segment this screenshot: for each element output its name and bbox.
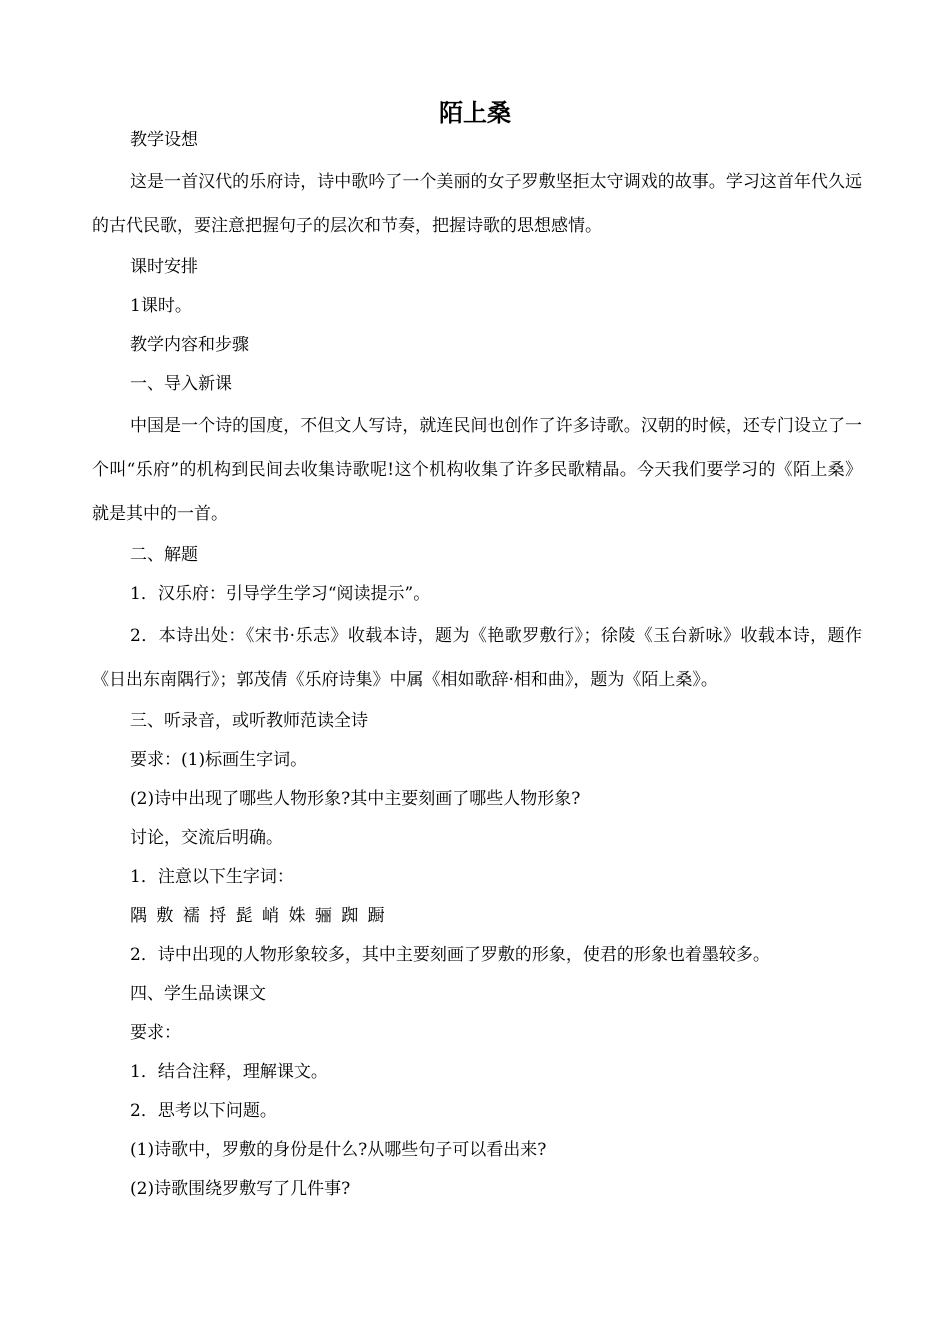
paragraph-requirement-one: 要求：(1)标画生字词。 xyxy=(130,750,308,770)
paragraph-teaching-idea-heading: 教学设想 xyxy=(130,130,198,150)
paragraph-requirement-two: (2)诗中出现了哪些人物形象?其中主要刻画了哪些人物形象? xyxy=(130,789,581,809)
paragraph-section-four: 四、学生品读课文 xyxy=(130,984,266,1004)
document-title: 陌上桑 xyxy=(439,99,511,127)
paragraph-schedule-heading: 课时安排 xyxy=(130,257,198,277)
paragraph-requirement-questions: 2．思考以下问题。 xyxy=(130,1101,277,1121)
paragraph-characters: 2．诗中出现的人物形象较多，其中主要刻画了罗敷的形象，使君的形象也着墨较多。 xyxy=(130,945,770,965)
paragraph-new-words: 隅 敷 襦 捋 髭 峭 姝 骊 踟 蹰 xyxy=(130,906,385,926)
paragraph-poem-source: 2．本诗出处：《宋书·乐志》收载本诗，题为《艳歌罗敷行》；徐陵《玉台新咏》收载本诗，题作《日出东南隅行》；郭茂倩《乐府诗集》中属《相如歌辞·相和曲》，题为《陌上桑》。 xyxy=(92,626,862,690)
paragraph-discussion: 讨论，交流后明确。 xyxy=(130,828,283,848)
paragraph-han-yuefu: 1．汉乐府：引导学生学习“阅读提示”。 xyxy=(130,584,431,604)
paragraph-schedule: 1课时。 xyxy=(130,296,192,316)
paragraph-introduction: 中国是一个诗的国度，不但文人写诗，就连民间也创作了许多诗歌。汉朝的时候，还专门设立了一个叫“乐府”的机构到民间去收集诗歌呢!这个机构收集了许多民歌精晶。今天我们要学习的《陌上桑》就是其中的一首。 xyxy=(92,416,862,524)
paragraph-question-two: (2)诗歌围绕罗敷写了几件事? xyxy=(130,1179,351,1199)
paragraph-requirements-heading: 要求： xyxy=(130,1023,181,1043)
paragraph-section-two: 二、解题 xyxy=(130,545,198,565)
paragraph-question-one: (1)诗歌中，罗敷的身份是什么?从哪些句子可以看出来? xyxy=(130,1140,547,1160)
paragraph-steps-heading: 教学内容和步骤 xyxy=(130,335,249,355)
paragraph-section-one: 一、导入新课 xyxy=(130,374,232,394)
paragraph-teaching-idea: 这是一首汉代的乐府诗，诗中歌吟了一个美丽的女子罗敷坚拒太守调戏的故事。学习这首年代久远的古代民歌，要注意把握句子的层次和节奏，把握诗歌的思想感情。 xyxy=(92,172,862,236)
paragraph-requirement-annotations: 1．结合注释，理解课文。 xyxy=(130,1062,328,1082)
paragraph-new-words-heading: 1．注意以下生字词： xyxy=(130,867,294,887)
paragraph-section-three: 三、听录音，或听教师范读全诗 xyxy=(130,711,368,731)
document-body xyxy=(92,121,862,1209)
